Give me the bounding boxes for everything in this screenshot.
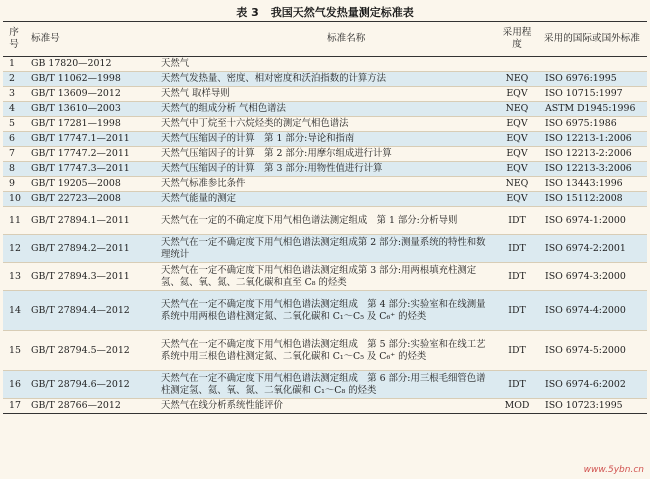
cell-degree: EQV <box>497 147 537 162</box>
table-row <box>3 263 647 291</box>
table-number: 表 3 <box>236 6 259 19</box>
header-std: 标准号 <box>25 22 157 57</box>
header-row <box>3 22 647 57</box>
cell-degree: EQV <box>497 132 537 147</box>
cell-std: GB/T 27894.4—2012 <box>25 291 157 331</box>
cell-no: 13 <box>3 263 25 291</box>
cell-no: 12 <box>3 235 25 263</box>
header-no: 序号 <box>3 22 25 57</box>
cell-std: GB/T 17281—1998 <box>25 117 157 132</box>
cell-std: GB 17820—2012 <box>25 57 157 72</box>
cell-no: 2 <box>3 72 25 87</box>
cell-std: GB/T 13610—2003 <box>25 102 157 117</box>
table-row <box>3 331 647 371</box>
cell-intl: ISO 12213-2:2006 <box>537 147 647 162</box>
cell-intl: ISO 10723:1995 <box>537 399 647 414</box>
cell-name: 天然气发热量、密度、相对密度和沃泊指数的计算方法 <box>157 72 497 87</box>
cell-std: GB/T 19205—2008 <box>25 177 157 192</box>
table-row <box>3 132 647 147</box>
cell-no: 11 <box>3 207 25 235</box>
cell-degree: NEQ <box>497 177 537 192</box>
cell-no: 9 <box>3 177 25 192</box>
cell-std: GB/T 13609—2012 <box>25 87 157 102</box>
cell-intl: ASTM D1945:1996 <box>537 102 647 117</box>
cell-degree: IDT <box>497 291 537 331</box>
cell-degree: EQV <box>497 192 537 207</box>
cell-std: GB/T 28794.6—2012 <box>25 371 157 399</box>
cell-name: 天然气在一定不确定度下用气相色谱法测定组成 第 4 部分:实验室和在线测量系统中用两根色谱柱测定氮、二氧化碳和 C₁～C₅ 及 C₆⁺ 的烃类 <box>157 291 497 331</box>
cell-name: 天然气在线分析系统性能评价 <box>157 399 497 414</box>
cell-intl: ISO 6974-2:2001 <box>537 235 647 263</box>
cell-intl: ISO 6974-3:2000 <box>537 263 647 291</box>
cell-intl: ISO 6974-5:2000 <box>537 331 647 371</box>
cell-no: 14 <box>3 291 25 331</box>
watermark: www.5ybn.cn <box>583 465 644 475</box>
cell-no: 3 <box>3 87 25 102</box>
cell-name: 天然气在一定不确定度下用气相色谱法测定组成 第 5 部分:实验室和在线工艺系统中用三根色谱柱测定氮、二氧化碳和 C₁～C₅ 及 C₆⁺ 的烃类 <box>157 331 497 371</box>
table-row <box>3 399 647 414</box>
cell-name: 天然气压缩因子的计算 第 1 部分:导论和指南 <box>157 132 497 147</box>
cell-std: GB/T 27894.1—2011 <box>25 207 157 235</box>
cell-degree: IDT <box>497 207 537 235</box>
cell-name: 天然气的组成分析 气相色谱法 <box>157 102 497 117</box>
table-row <box>3 371 647 399</box>
table-row <box>3 235 647 263</box>
cell-name: 天然气在一定不确定度下用气相色谱法测定组成 第 6 部分:用三根毛细管色谱柱测定氢、氦、氧、氮、二氧化碳和 C₁～C₈ 的烃类 <box>157 371 497 399</box>
cell-std: GB/T 28766—2012 <box>25 399 157 414</box>
cell-no: 16 <box>3 371 25 399</box>
cell-std: GB/T 27894.2—2011 <box>25 235 157 263</box>
cell-degree: EQV <box>497 162 537 177</box>
cell-intl: ISO 6975:1986 <box>537 117 647 132</box>
table-row <box>3 162 647 177</box>
cell-degree: NEQ <box>497 102 537 117</box>
table-row <box>3 72 647 87</box>
table-row <box>3 87 647 102</box>
cell-degree: IDT <box>497 331 537 371</box>
cell-intl: ISO 13443:1996 <box>537 177 647 192</box>
cell-degree: EQV <box>497 117 537 132</box>
cell-name: 天然气 <box>157 57 497 72</box>
table-row <box>3 117 647 132</box>
cell-intl: ISO 6976:1995 <box>537 72 647 87</box>
cell-std: GB/T 22723—2008 <box>25 192 157 207</box>
cell-name: 天然气中丁烷至十六烷烃类的测定气相色谱法 <box>157 117 497 132</box>
standards-table <box>3 21 647 414</box>
table-caption <box>0 4 650 20</box>
cell-name: 天然气能量的测定 <box>157 192 497 207</box>
table-row <box>3 192 647 207</box>
cell-degree: NEQ <box>497 72 537 87</box>
cell-no: 15 <box>3 331 25 371</box>
cell-name: 天然气标准参比条件 <box>157 177 497 192</box>
cell-std: GB/T 28794.5—2012 <box>25 331 157 371</box>
cell-name: 天然气在一定不确定度下用气相色谱法测定组成第 2 部分:测量系统的特性和数理统计 <box>157 235 497 263</box>
cell-intl <box>537 57 647 72</box>
cell-intl: ISO 15112:2008 <box>537 192 647 207</box>
cell-no: 17 <box>3 399 25 414</box>
table-row <box>3 57 647 72</box>
cell-intl: ISO 12213-3:2006 <box>537 162 647 177</box>
table-title: 我国天然气发热量测定标准表 <box>270 6 414 19</box>
cell-no: 8 <box>3 162 25 177</box>
cell-std: GB/T 11062—1998 <box>25 72 157 87</box>
cell-name: 天然气在一定的不确定度下用气相色谱法测定组成 第 1 部分:分析导则 <box>157 207 497 235</box>
table-row <box>3 177 647 192</box>
cell-no: 4 <box>3 102 25 117</box>
table-row <box>3 207 647 235</box>
cell-name: 天然气压缩因子的计算 第 2 部分:用摩尔组成进行计算 <box>157 147 497 162</box>
cell-intl: ISO 10715:1997 <box>537 87 647 102</box>
cell-std: GB/T 17747.3—2011 <box>25 162 157 177</box>
header-intl: 采用的国际或国外标准 <box>537 22 647 57</box>
cell-no: 6 <box>3 132 25 147</box>
cell-intl: ISO 6974-1:2000 <box>537 207 647 235</box>
cell-degree: IDT <box>497 371 537 399</box>
cell-std: GB/T 17747.2—2011 <box>25 147 157 162</box>
cell-intl: ISO 6974-4:2000 <box>537 291 647 331</box>
cell-name: 天然气压缩因子的计算 第 3 部分:用物性值进行计算 <box>157 162 497 177</box>
cell-degree <box>497 57 537 72</box>
cell-intl: ISO 6974-6:2002 <box>537 371 647 399</box>
table-row <box>3 102 647 117</box>
cell-intl: ISO 12213-1:2006 <box>537 132 647 147</box>
cell-std: GB/T 27894.3—2011 <box>25 263 157 291</box>
header-degree: 采用程度 <box>497 22 537 57</box>
cell-no: 1 <box>3 57 25 72</box>
cell-degree: IDT <box>497 263 537 291</box>
cell-degree: EQV <box>497 87 537 102</box>
header-name: 标准名称 <box>157 22 497 57</box>
cell-degree: MOD <box>497 399 537 414</box>
cell-no: 7 <box>3 147 25 162</box>
cell-name: 天然气在一定不确定度下用气相色谱法测定组成第 3 部分:用两根填充柱测定氢、氦、氧、氮、二氧化碳和直至 C₈ 的烃类 <box>157 263 497 291</box>
cell-no: 10 <box>3 192 25 207</box>
cell-name: 天然气 取样导则 <box>157 87 497 102</box>
cell-degree: IDT <box>497 235 537 263</box>
cell-no: 5 <box>3 117 25 132</box>
table-row <box>3 147 647 162</box>
cell-std: GB/T 17747.1—2011 <box>25 132 157 147</box>
table-body <box>3 57 647 414</box>
table-row <box>3 291 647 331</box>
